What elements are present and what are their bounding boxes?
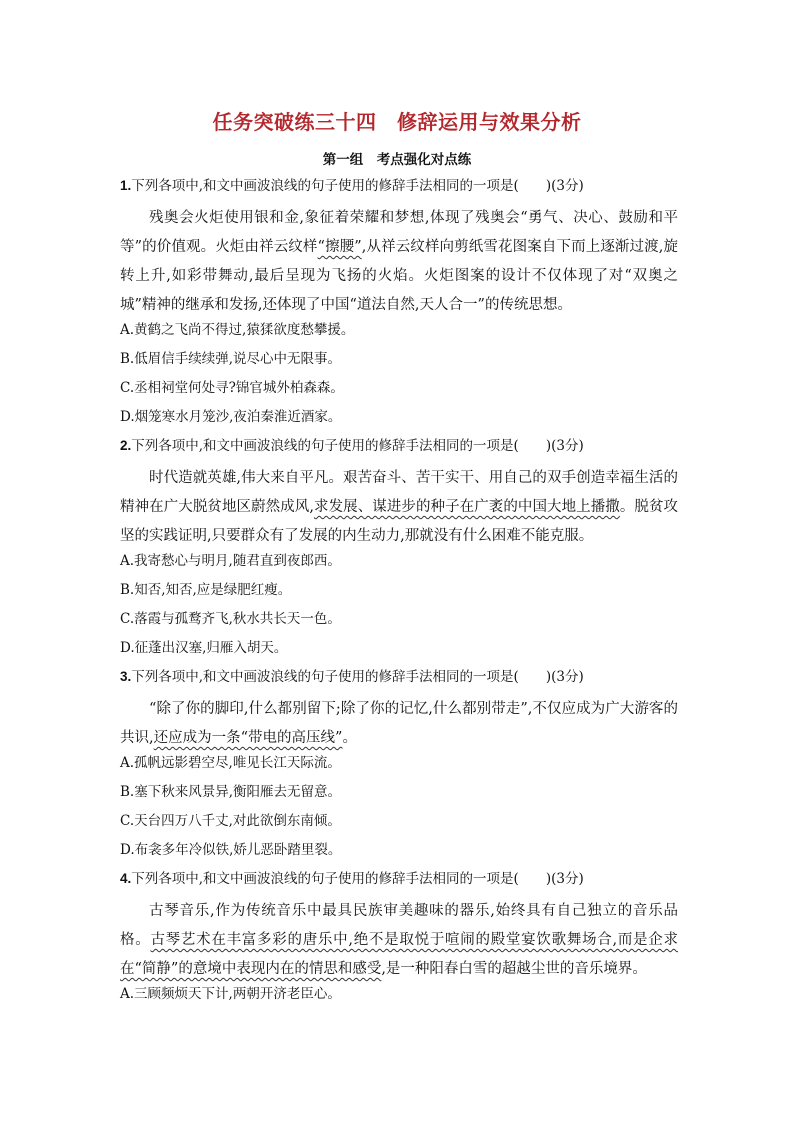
option-d: D.征蓬出汉塞,归雁入胡天。 bbox=[120, 640, 288, 656]
option-b: B.知否,知否,应是绿肥红瘦。 bbox=[120, 582, 292, 598]
question-number: 4. bbox=[120, 871, 132, 886]
option-c: C.天台四万八千丈,对此欲倒东南倾。 bbox=[120, 813, 341, 829]
question-passage bbox=[120, 204, 678, 320]
section-subtitle: 第一组 考点强化对点练 bbox=[322, 152, 472, 168]
option-d: D.烟笼寒水月笼沙,夜泊秦淮近酒家。 bbox=[120, 409, 342, 425]
question-text: 下列各项中,和文中画波浪线的句子使用的修辞手法相同的一项是( )(3分) bbox=[131, 669, 584, 685]
question-number: 2. bbox=[120, 438, 132, 453]
question-stem bbox=[120, 667, 678, 695]
passage-text: 。脱贫攻坚的实践证明,只要群众有了发展的内生动力,那就没有什么困难不能克服。 bbox=[120, 499, 679, 544]
question-stem bbox=[120, 869, 678, 897]
wavy-underlined-text: “擦腰” bbox=[317, 239, 362, 255]
passage-text: 。 bbox=[342, 730, 357, 746]
question-3 bbox=[120, 667, 678, 869]
option-a: A.我寄愁心与明月,随君直到夜郎西。 bbox=[120, 553, 341, 569]
option-a: A.孤帆远影碧空尽,唯见长江天际流。 bbox=[120, 755, 341, 771]
question-passage bbox=[120, 695, 678, 753]
passage-text: ,是一种阳春白雪的超越尘世的音乐境界。 bbox=[381, 961, 647, 977]
question-1 bbox=[120, 176, 678, 436]
question-2 bbox=[120, 436, 678, 667]
passage-text: 古琴音乐,作为传统音乐中最具民族审美趣味的器乐,始终具有自己独立的音乐品格。 bbox=[120, 903, 678, 948]
question-stem bbox=[120, 436, 678, 464]
wavy-underlined-text: 还应成为一条“带电的高压线” bbox=[153, 730, 343, 746]
question-list bbox=[120, 176, 678, 1013]
question-stem bbox=[120, 176, 678, 204]
wavy-underlined-text: 古琴艺术在丰富多彩的唐乐中,绝不是取悦于喧闹的殿堂宴饮歌舞场合,而是企求在“简静”的意境中表现内在的情思和感受 bbox=[120, 932, 679, 977]
option-a: A.黄鹤之飞尚不得过,猿猱欲度愁攀援。 bbox=[120, 322, 355, 338]
question-passage bbox=[120, 897, 678, 984]
question-text: 下列各项中,和文中画波浪线的句子使用的修辞手法相同的一项是( )(3分) bbox=[131, 438, 584, 454]
option-d: D.布衾多年冷似铁,娇儿恶卧踏里裂。 bbox=[120, 842, 342, 858]
question-passage bbox=[120, 464, 678, 551]
option-a: A.三顾频烦天下计,两朝开济老臣心。 bbox=[120, 986, 341, 1002]
passage-text: 时代造就英雄,伟大来自平凡。艰苦奋斗、苦干实干、用自己的双手创造幸福生活的精神在广大脱贫地区蔚然成风, bbox=[120, 470, 678, 515]
question-number: 3. bbox=[120, 669, 132, 684]
option-c: C.丞相祠堂何处寻?锦官城外柏森森。 bbox=[120, 380, 344, 396]
passage-text: ,从祥云纹样向剪纸雪花图案自下而上逐渐过渡,旋转上升,如彩带舞动,最后呈现为飞扬的火焰。火炬图案的设计不仅体现了对“双奥之城”精神的继承和发扬,还体现了中国“道法自然,天人合一”的传统思想。 bbox=[120, 239, 679, 313]
option-b: B.塞下秋来风景异,衡阳雁去无留意。 bbox=[120, 784, 342, 800]
option-c: C.落霞与孤鹜齐飞,秋水共长天一色。 bbox=[120, 611, 341, 627]
option-b: B.低眉信手续续弹,说尽心中无限事。 bbox=[120, 351, 342, 367]
page-title: 任务突破练三十四 修辞运用与效果分析 bbox=[212, 110, 582, 134]
passage-text: 残奥会火炬使用银和金,象征着荣耀和梦想,体现了残奥会“勇气、决心、鼓励和平等”的价值观。火炬由祥云纹样 bbox=[120, 210, 678, 255]
passage-text: “除了你的脚印,什么都别留下;除了你的记忆,什么都别带走”,不仅应成为广大游客的共识, bbox=[120, 701, 678, 746]
question-text: 下列各项中,和文中画波浪线的句子使用的修辞手法相同的一项是( )(3分) bbox=[131, 871, 584, 887]
question-number: 1. bbox=[120, 178, 132, 193]
question-text: 下列各项中,和文中画波浪线的句子使用的修辞手法相同的一项是( )(3分) bbox=[131, 178, 584, 194]
question-4 bbox=[120, 869, 678, 1013]
wavy-underlined-text: 求发展、谋进步的种子在广袤的中国大地上播撒 bbox=[313, 499, 620, 515]
